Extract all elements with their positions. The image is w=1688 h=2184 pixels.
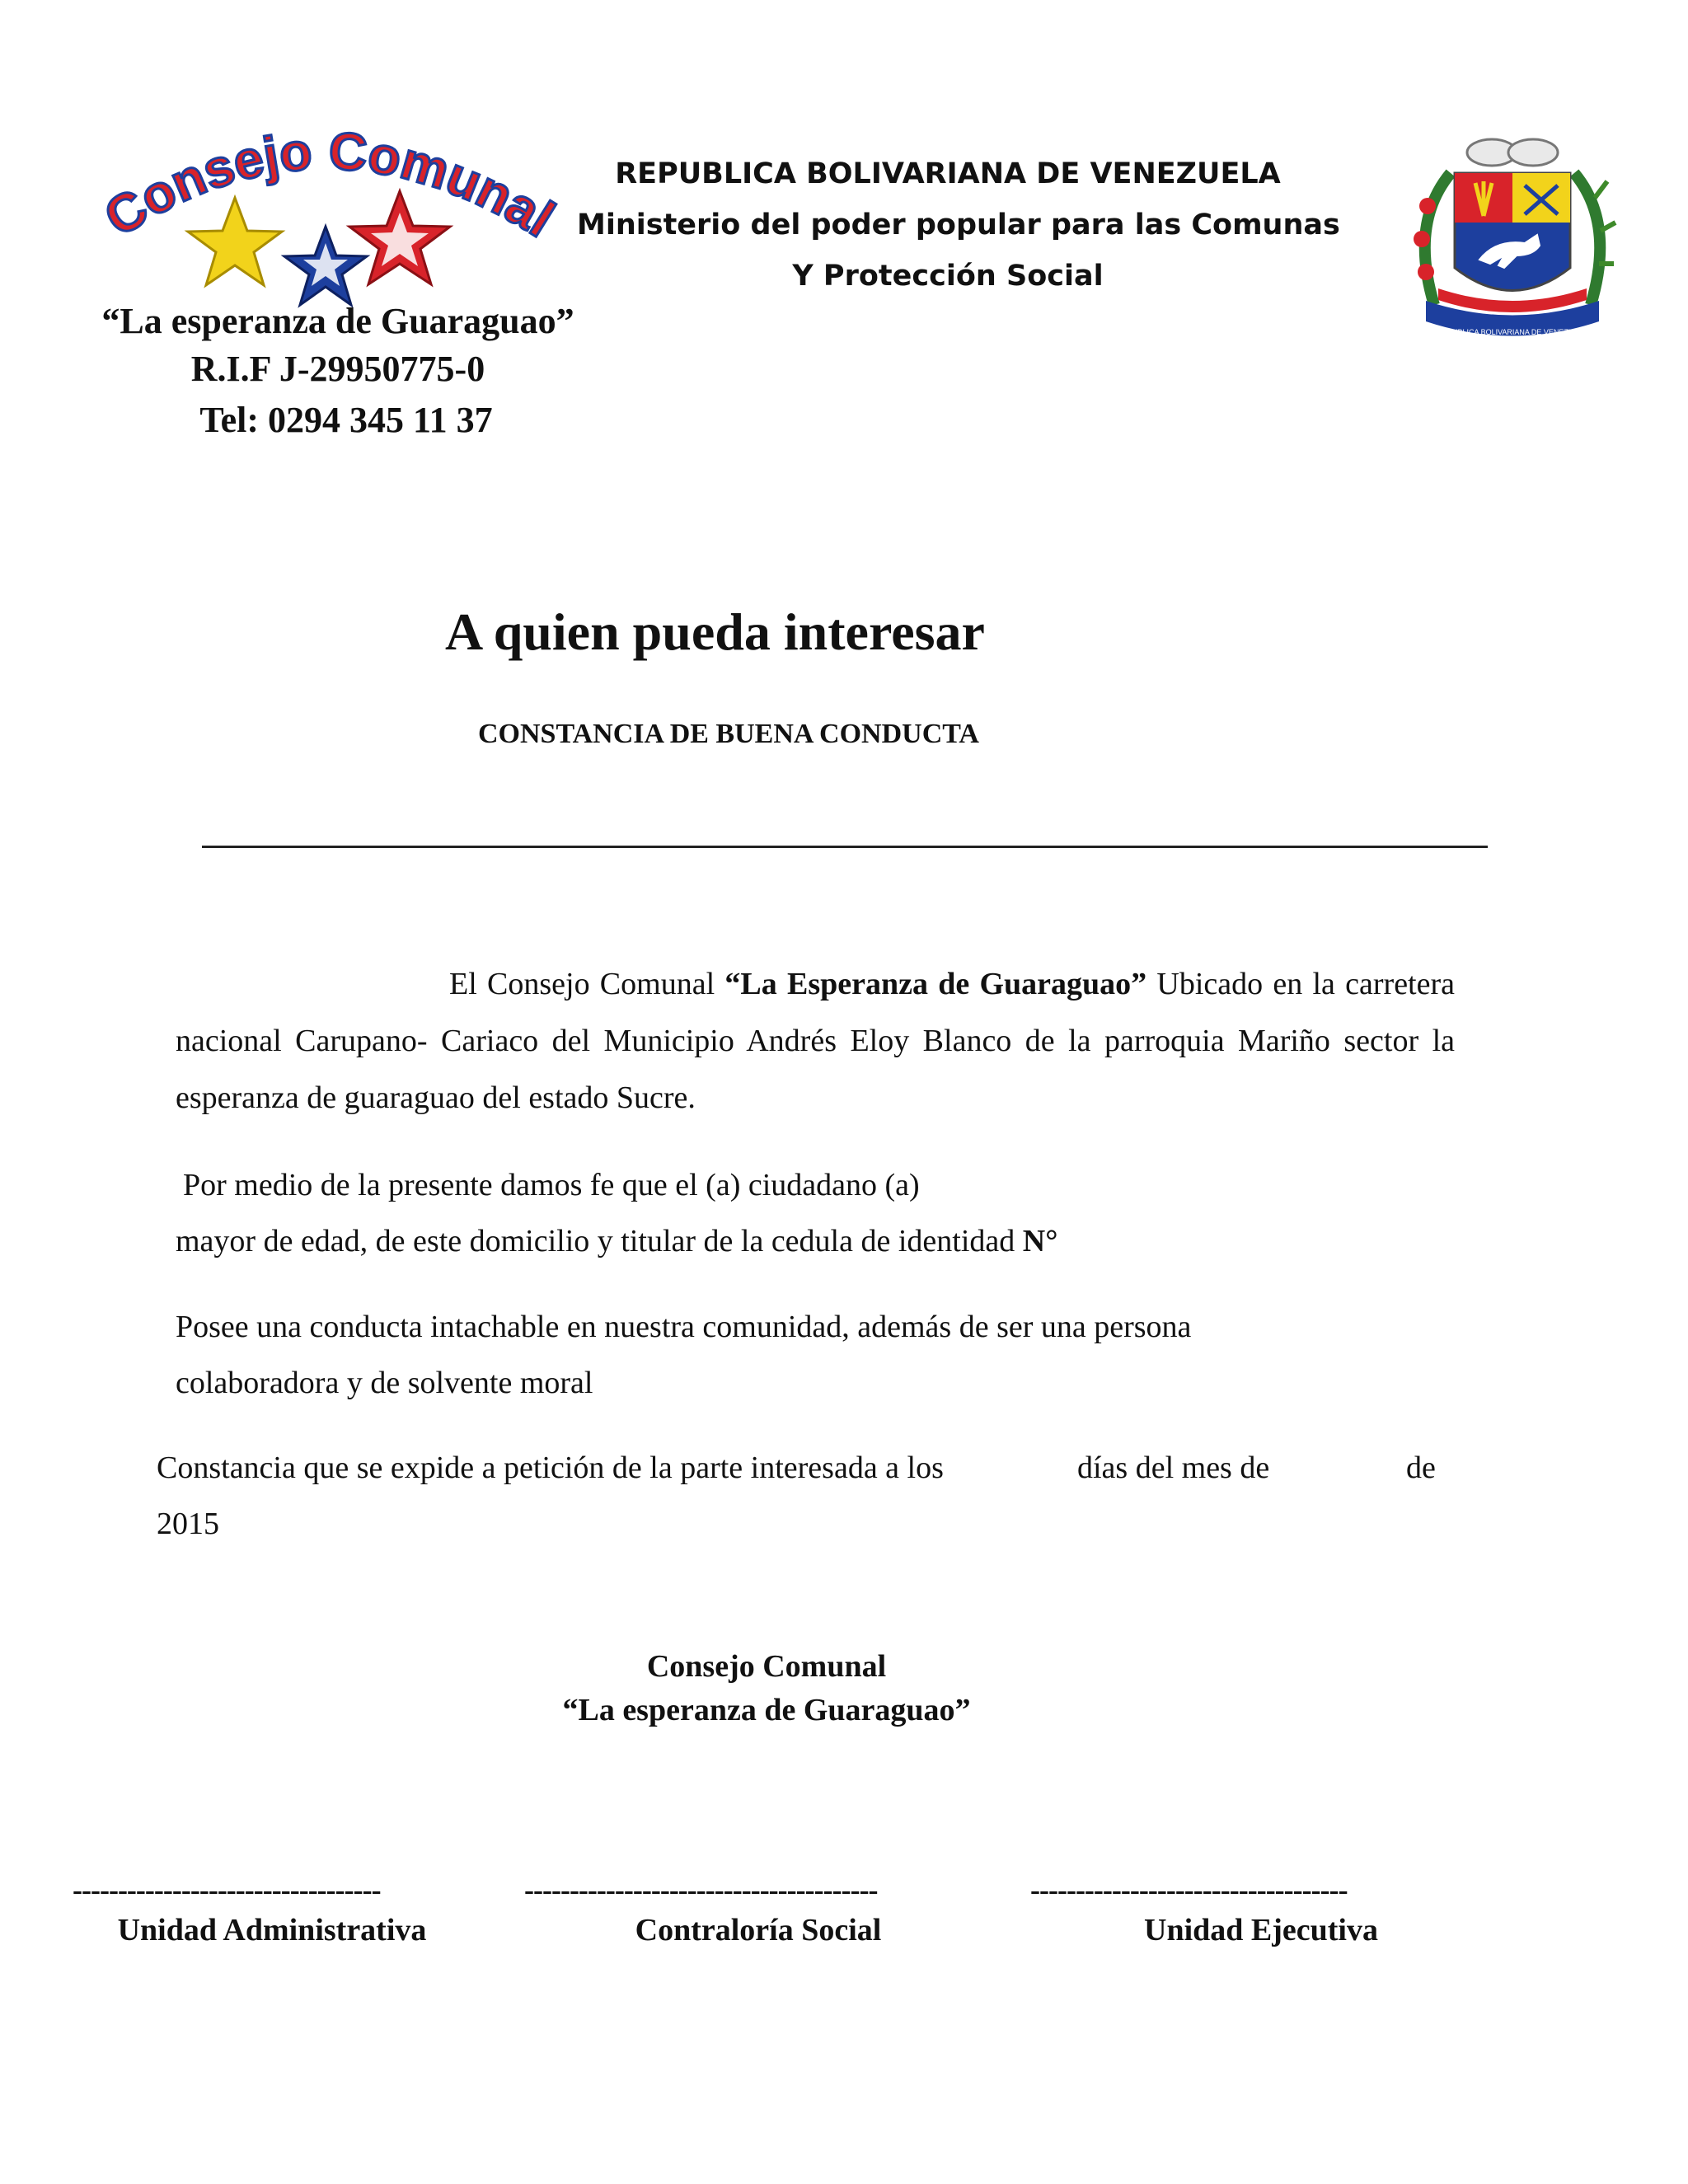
signature-block-title: Consejo Comunal “La esperanza de Guaraguao”: [562, 1649, 971, 1727]
paragraph-conduct-line1: Posee una conducta intachable en nuestra comunidad, además de ser una persona: [176, 1310, 1192, 1344]
unit-ejecutiva: Unidad Ejecutiva: [1144, 1913, 1378, 1947]
government-header: [577, 148, 1340, 302]
coat-of-arms-icon: [1393, 124, 1632, 354]
logo-text: Consejo Comunal: [94, 124, 565, 249]
issuance-text-part2: días del mes de: [1077, 1451, 1270, 1485]
yellow-star-icon: [188, 198, 282, 285]
signature-line-2: ---------------------------------------: [524, 1873, 878, 1906]
divider: [202, 846, 1488, 848]
council-name-bold: “La Esperanza de Guaraguao”: [724, 967, 1147, 1001]
paragraph-certify-line1: Por medio de la presente damos fe que el (a) ciudadano (a): [183, 1168, 920, 1202]
phone-number: Tel: 0294 345 11 37: [199, 400, 493, 440]
paragraph-location: El Consejo Comunal “La Esperanza de Guaraguao” Ubicado en la carretera nacional Carupano- Cariaco del Municipio Andrés Eloy Blanco de la parroquia Mariño sector la esperanza de guaraguao del estado Sucre.: [176, 967, 1455, 1115]
unit-administrativa: Unidad Administrativa: [117, 1913, 427, 1947]
issuance-text-part1: Constancia que se expide a petición de la parte interesada a los: [157, 1451, 944, 1485]
council-name: “La esperanza de Guaraguao”: [101, 301, 574, 341]
council-logo: [91, 124, 569, 313]
paragraph-certify-line2: mayor de edad, de este domicilio y titular de la cedula de identidad N°: [176, 1224, 1058, 1258]
issuance-year: 2015: [157, 1507, 219, 1541]
rif-number: R.I.F J-29950775-0: [190, 349, 485, 389]
signature-line-1: ----------------------------------: [73, 1873, 381, 1906]
page-title: A quien pueda interesar: [445, 602, 985, 661]
unit-contraloria: Contraloría Social: [635, 1913, 882, 1947]
svg-text:REPUBLICA BOLIVARIANA DE VENEZ: REPUBLICA BOLIVARIANA DE VENEZUELA: [1437, 328, 1588, 336]
signature-line-3: -----------------------------------: [1030, 1873, 1348, 1906]
gov-line-1: REPUBLICA BOLIVARIANA DE VENEZUELA: [615, 157, 1281, 190]
gov-line-3: Y Protección Social: [792, 260, 1104, 293]
issuance-text-part3: de: [1406, 1451, 1436, 1485]
document-subtitle: CONSTANCIA DE BUENA CONDUCTA: [478, 719, 979, 749]
paragraph-conduct-line2: colaboradora y de solvente moral: [176, 1366, 593, 1400]
gov-line-2: Ministerio del poder popular para las Comunas: [577, 209, 1340, 241]
